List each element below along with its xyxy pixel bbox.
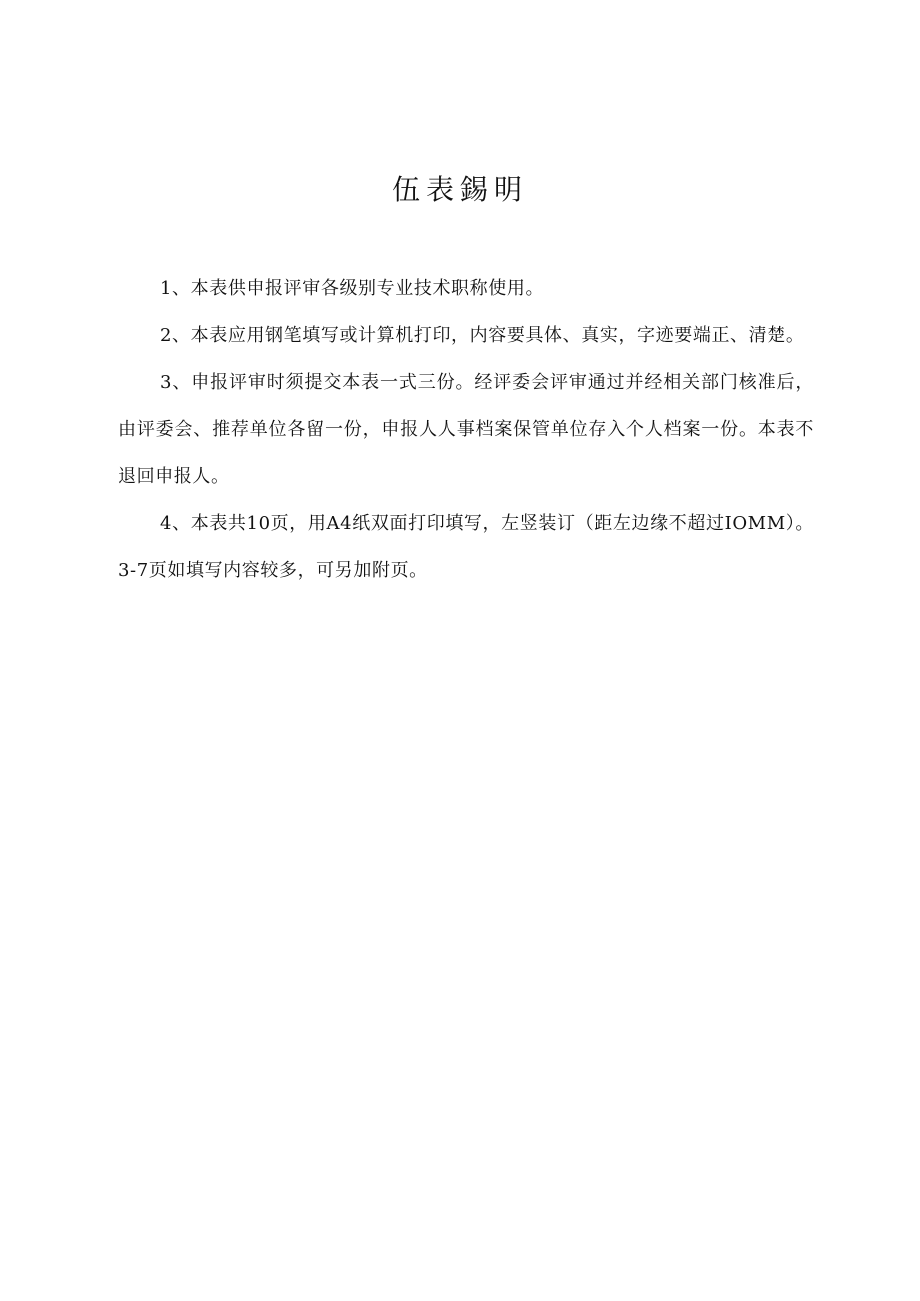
instructions-body: [118, 265, 814, 594]
instruction-paragraph-1: 1、本表供申报评审各级别专业技术职称使用。: [160, 278, 545, 299]
page-title: 伍表錫明: [391, 173, 528, 206]
instruction-paragraph-2: 2、本表应用钢笔填写或计算机打印，内容要具体、真实，字迹要端正、清楚。: [160, 325, 805, 346]
instruction-paragraph-3: 3、申报评审时须提交本表一式三份。经评委会评审通过并经相关部门核准后，由评委会、推荐单位各留一份，申报人人事档案保管单位存入个人档案一份。本表不退回申报人。: [118, 372, 814, 487]
instruction-paragraph-4: 4、本表共10页，用A4纸双面打印填写，左竖装订（距左边缘不超过IOMM）。3-7页如填写内容较多，可另加附页。: [118, 513, 814, 581]
